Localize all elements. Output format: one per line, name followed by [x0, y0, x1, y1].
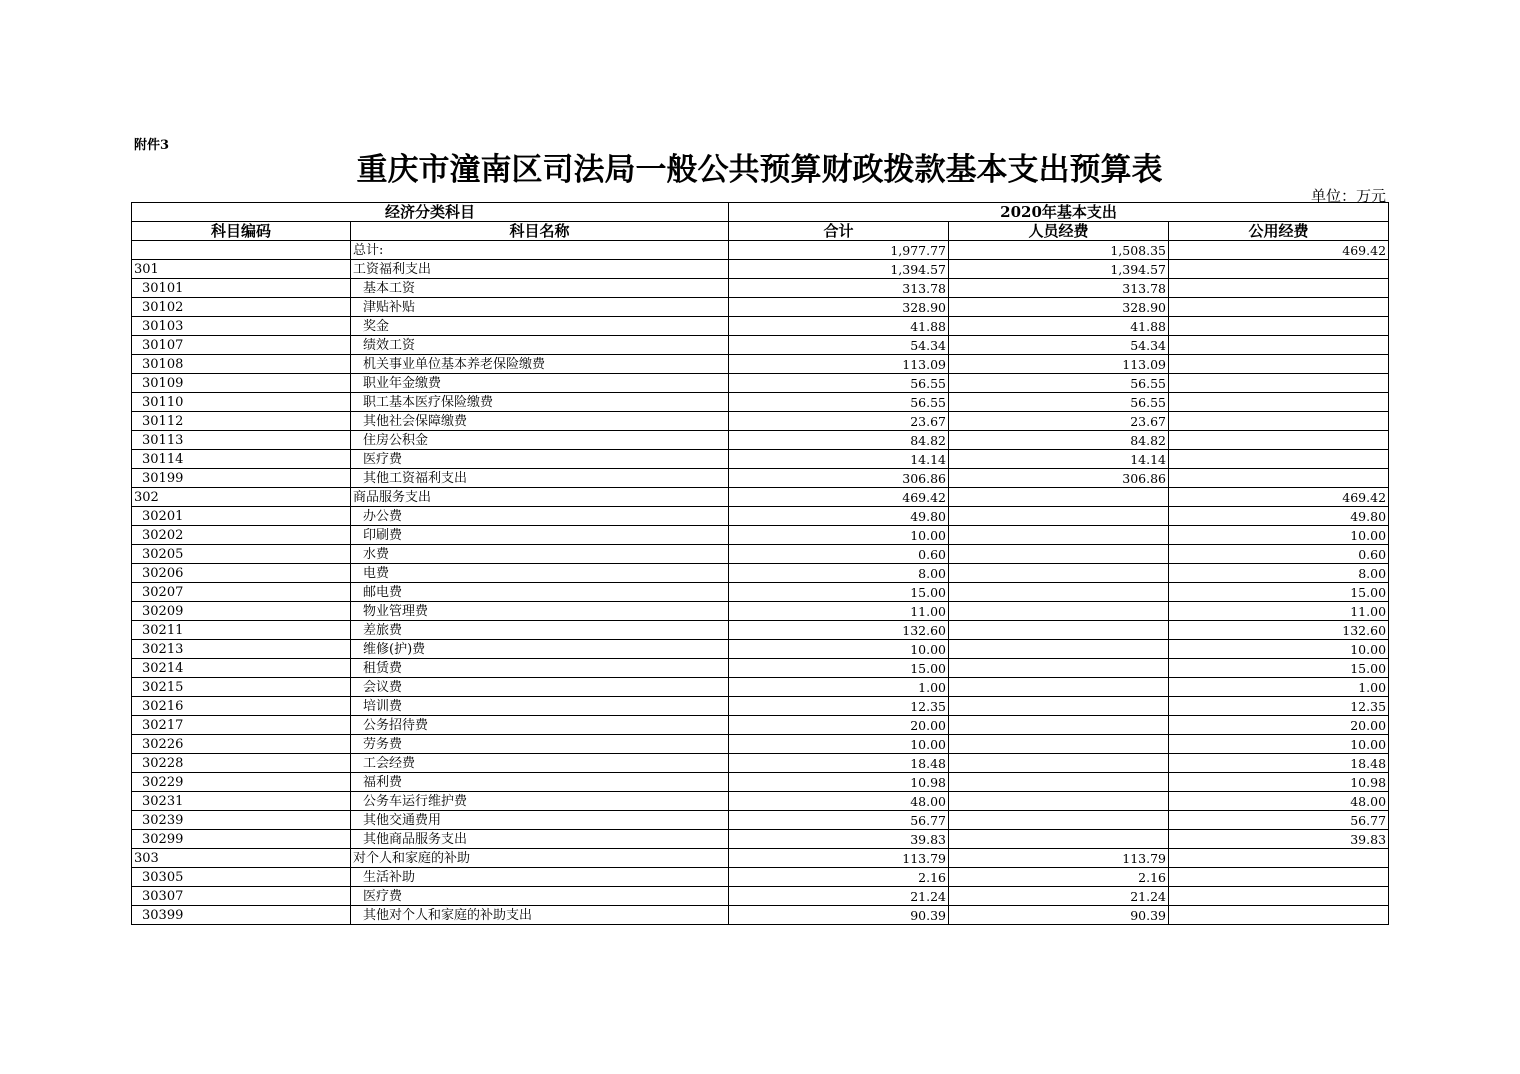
row-personnel: [949, 640, 1169, 659]
row-name: 印刷费: [351, 526, 729, 545]
row-personnel: 2.16: [949, 868, 1169, 887]
header-group-economic-class: 经济分类科目: [132, 203, 729, 222]
row-code: 303: [132, 849, 351, 868]
row-total: 113.09: [729, 355, 949, 374]
row-code: 301: [132, 260, 351, 279]
row-code: 30109: [132, 374, 351, 393]
row-public: 0.60: [1169, 545, 1389, 564]
table-row: [132, 336, 1389, 355]
row-personnel: [949, 811, 1169, 830]
table-row: [132, 393, 1389, 412]
row-code: 30214: [132, 659, 351, 678]
row-total: 90.39: [729, 906, 949, 925]
row-code: 30202: [132, 526, 351, 545]
row-code: [132, 241, 351, 260]
row-total: 14.14: [729, 450, 949, 469]
row-total: 56.77: [729, 811, 949, 830]
row-personnel: 23.67: [949, 412, 1169, 431]
table-row: [132, 260, 1389, 279]
row-name: 总计:: [351, 241, 729, 260]
row-total: 132.60: [729, 621, 949, 640]
row-name: 公务招待费: [351, 716, 729, 735]
row-public: 8.00: [1169, 564, 1389, 583]
row-code: 30231: [132, 792, 351, 811]
table-row: [132, 298, 1389, 317]
row-personnel: [949, 602, 1169, 621]
row-name: 职工基本医疗保险缴费: [351, 393, 729, 412]
row-name: 劳务费: [351, 735, 729, 754]
header-total: 合计: [729, 222, 949, 241]
table-row: [132, 678, 1389, 697]
table-row: [132, 583, 1389, 602]
row-personnel: [949, 564, 1169, 583]
table-row: [132, 792, 1389, 811]
row-name: 商品服务支出: [351, 488, 729, 507]
row-public: 18.48: [1169, 754, 1389, 773]
row-total: 113.79: [729, 849, 949, 868]
row-total: 10.00: [729, 526, 949, 545]
page-title: 重庆市潼南区司法局一般公共预算财政拨款基本支出预算表: [356, 152, 1163, 188]
row-personnel: [949, 754, 1169, 773]
row-public: [1169, 336, 1389, 355]
row-public: 12.35: [1169, 697, 1389, 716]
row-personnel: 1,508.35: [949, 241, 1169, 260]
row-code: 30226: [132, 735, 351, 754]
table-row: [132, 469, 1389, 488]
row-total: 23.67: [729, 412, 949, 431]
row-public: [1169, 906, 1389, 925]
row-public: [1169, 887, 1389, 906]
table-row: [132, 374, 1389, 393]
row-personnel: 54.34: [949, 336, 1169, 355]
table-row: [132, 754, 1389, 773]
table-row: [132, 431, 1389, 450]
row-code: 30211: [132, 621, 351, 640]
row-public: [1169, 298, 1389, 317]
table-row: [132, 412, 1389, 431]
row-public: 11.00: [1169, 602, 1389, 621]
row-name: 工会经费: [351, 754, 729, 773]
row-code: 30299: [132, 830, 351, 849]
table-row: [132, 906, 1389, 925]
row-name: 维修(护)费: [351, 640, 729, 659]
table-row: [132, 526, 1389, 545]
table-row: [132, 621, 1389, 640]
row-public: 56.77: [1169, 811, 1389, 830]
row-code: 30205: [132, 545, 351, 564]
row-code: 30101: [132, 279, 351, 298]
row-code: 30217: [132, 716, 351, 735]
row-public: 10.00: [1169, 735, 1389, 754]
row-personnel: 56.55: [949, 374, 1169, 393]
row-total: 20.00: [729, 716, 949, 735]
row-name: 职业年金缴费: [351, 374, 729, 393]
unit-label: 单位：万元: [1310, 187, 1386, 205]
row-personnel: 306.86: [949, 469, 1169, 488]
row-name: 会议费: [351, 678, 729, 697]
row-public: 469.42: [1169, 241, 1389, 260]
row-personnel: 1,394.57: [949, 260, 1169, 279]
row-personnel: 90.39: [949, 906, 1169, 925]
row-code: 30307: [132, 887, 351, 906]
row-code: 30229: [132, 773, 351, 792]
row-name: 绩效工资: [351, 336, 729, 355]
row-name: 其他对个人和家庭的补助支出: [351, 906, 729, 925]
attachment-label: 附件3: [134, 138, 170, 153]
table-row: [132, 317, 1389, 336]
row-code: 302: [132, 488, 351, 507]
row-public: 10.00: [1169, 526, 1389, 545]
table-row: [132, 640, 1389, 659]
table-row: [132, 564, 1389, 583]
row-total: 49.80: [729, 507, 949, 526]
row-total: 2.16: [729, 868, 949, 887]
row-public: 15.00: [1169, 583, 1389, 602]
row-personnel: [949, 526, 1169, 545]
row-personnel: 84.82: [949, 431, 1169, 450]
row-personnel: 14.14: [949, 450, 1169, 469]
table-row: [132, 830, 1389, 849]
row-public: [1169, 317, 1389, 336]
table-row: [132, 355, 1389, 374]
row-name: 差旅费: [351, 621, 729, 640]
table-row: [132, 602, 1389, 621]
row-name: 医疗费: [351, 887, 729, 906]
row-total: 56.55: [729, 393, 949, 412]
row-name: 基本工资: [351, 279, 729, 298]
table-row: [132, 241, 1389, 260]
row-public: 49.80: [1169, 507, 1389, 526]
row-total: 18.48: [729, 754, 949, 773]
row-name: 津贴补贴: [351, 298, 729, 317]
row-public: [1169, 450, 1389, 469]
table-row: [132, 450, 1389, 469]
table-row: [132, 488, 1389, 507]
row-public: [1169, 868, 1389, 887]
row-code: 30201: [132, 507, 351, 526]
row-code: 30199: [132, 469, 351, 488]
table-row: [132, 697, 1389, 716]
row-public: [1169, 355, 1389, 374]
row-name: 公务车运行维护费: [351, 792, 729, 811]
row-name: 住房公积金: [351, 431, 729, 450]
row-total: 8.00: [729, 564, 949, 583]
row-code: 30102: [132, 298, 351, 317]
row-name: 培训费: [351, 697, 729, 716]
row-personnel: [949, 716, 1169, 735]
table-body: [132, 241, 1389, 925]
row-name: 其他交通费用: [351, 811, 729, 830]
row-public: [1169, 374, 1389, 393]
row-total: 10.00: [729, 640, 949, 659]
row-public: [1169, 469, 1389, 488]
row-total: 469.42: [729, 488, 949, 507]
row-total: 1,977.77: [729, 241, 949, 260]
row-code: 30213: [132, 640, 351, 659]
row-public: 132.60: [1169, 621, 1389, 640]
header-personnel: 人员经费: [949, 222, 1169, 241]
row-public: 15.00: [1169, 659, 1389, 678]
budget-table: [131, 202, 1389, 925]
row-public: [1169, 412, 1389, 431]
row-total: 48.00: [729, 792, 949, 811]
row-name: 机关事业单位基本养老保险缴费: [351, 355, 729, 374]
row-public: [1169, 393, 1389, 412]
row-name: 其他商品服务支出: [351, 830, 729, 849]
row-code: 30228: [132, 754, 351, 773]
row-code: 30207: [132, 583, 351, 602]
row-public: [1169, 279, 1389, 298]
row-personnel: 313.78: [949, 279, 1169, 298]
row-name: 生活补助: [351, 868, 729, 887]
row-code: 30112: [132, 412, 351, 431]
row-name: 其他社会保障缴费: [351, 412, 729, 431]
row-public: [1169, 260, 1389, 279]
row-code: 30113: [132, 431, 351, 450]
row-name: 奖金: [351, 317, 729, 336]
row-public: 10.98: [1169, 773, 1389, 792]
row-code: 30107: [132, 336, 351, 355]
row-name: 对个人和家庭的补助: [351, 849, 729, 868]
table-row: [132, 811, 1389, 830]
row-total: 15.00: [729, 659, 949, 678]
row-name: 工资福利支出: [351, 260, 729, 279]
table-row: [132, 773, 1389, 792]
row-public: 1.00: [1169, 678, 1389, 697]
row-personnel: [949, 830, 1169, 849]
row-public: 10.00: [1169, 640, 1389, 659]
row-personnel: [949, 792, 1169, 811]
table-row: [132, 887, 1389, 906]
row-code: 30114: [132, 450, 351, 469]
row-code: 30206: [132, 564, 351, 583]
table-row: [132, 279, 1389, 298]
row-personnel: [949, 659, 1169, 678]
row-total: 328.90: [729, 298, 949, 317]
row-public: [1169, 849, 1389, 868]
row-personnel: [949, 678, 1169, 697]
row-personnel: [949, 507, 1169, 526]
row-public: 48.00: [1169, 792, 1389, 811]
row-code: 30399: [132, 906, 351, 925]
row-personnel: [949, 773, 1169, 792]
row-total: 39.83: [729, 830, 949, 849]
row-total: 12.35: [729, 697, 949, 716]
row-name: 物业管理费: [351, 602, 729, 621]
row-code: 30110: [132, 393, 351, 412]
header-group-basic-expenditure: 2020年基本支出: [729, 203, 1389, 222]
row-code: 30108: [132, 355, 351, 374]
row-personnel: 328.90: [949, 298, 1169, 317]
row-total: 0.60: [729, 545, 949, 564]
header-name: 科目名称: [351, 222, 729, 241]
row-name: 租赁费: [351, 659, 729, 678]
row-public: [1169, 431, 1389, 450]
row-total: 54.34: [729, 336, 949, 355]
row-personnel: 41.88: [949, 317, 1169, 336]
row-total: 84.82: [729, 431, 949, 450]
header-code: 科目编码: [132, 222, 351, 241]
row-total: 1,394.57: [729, 260, 949, 279]
row-public: 20.00: [1169, 716, 1389, 735]
header-public: 公用经费: [1169, 222, 1389, 241]
row-total: 1.00: [729, 678, 949, 697]
table-row: [132, 545, 1389, 564]
row-public: 39.83: [1169, 830, 1389, 849]
row-personnel: [949, 735, 1169, 754]
row-total: 41.88: [729, 317, 949, 336]
row-personnel: 113.09: [949, 355, 1169, 374]
row-code: 30215: [132, 678, 351, 697]
row-total: 313.78: [729, 279, 949, 298]
row-code: 30305: [132, 868, 351, 887]
row-personnel: [949, 621, 1169, 640]
row-code: 30209: [132, 602, 351, 621]
row-name: 电费: [351, 564, 729, 583]
row-personnel: [949, 583, 1169, 602]
row-public: 469.42: [1169, 488, 1389, 507]
row-total: 11.00: [729, 602, 949, 621]
table-row: [132, 735, 1389, 754]
row-name: 办公费: [351, 507, 729, 526]
row-personnel: [949, 488, 1169, 507]
row-personnel: [949, 697, 1169, 716]
row-code: 30239: [132, 811, 351, 830]
table-row: [132, 849, 1389, 868]
table-row: [132, 507, 1389, 526]
row-personnel: 56.55: [949, 393, 1169, 412]
row-personnel: 113.79: [949, 849, 1169, 868]
row-code: 30216: [132, 697, 351, 716]
row-total: 306.86: [729, 469, 949, 488]
row-name: 福利费: [351, 773, 729, 792]
row-total: 15.00: [729, 583, 949, 602]
row-code: 30103: [132, 317, 351, 336]
row-personnel: 21.24: [949, 887, 1169, 906]
row-personnel: [949, 545, 1169, 564]
row-name: 邮电费: [351, 583, 729, 602]
row-name: 水费: [351, 545, 729, 564]
row-name: 其他工资福利支出: [351, 469, 729, 488]
table-row: [132, 716, 1389, 735]
row-total: 21.24: [729, 887, 949, 906]
row-total: 10.98: [729, 773, 949, 792]
table-row: [132, 659, 1389, 678]
row-total: 56.55: [729, 374, 949, 393]
table-row: [132, 868, 1389, 887]
row-name: 医疗费: [351, 450, 729, 469]
row-total: 10.00: [729, 735, 949, 754]
